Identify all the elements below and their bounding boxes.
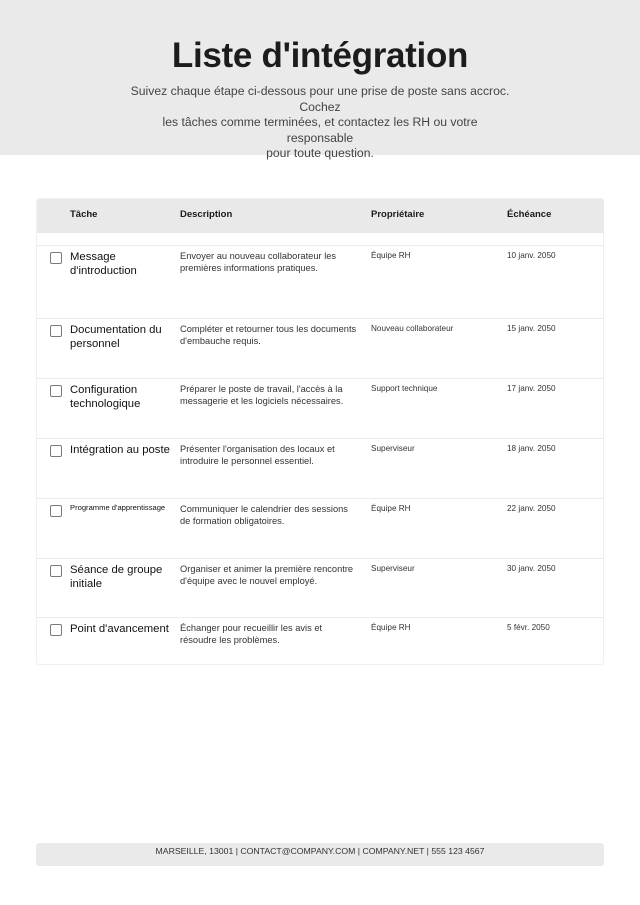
task-description <box>180 324 363 348</box>
task-due-date: 10 janv. 2050 <box>507 251 556 260</box>
task-checkbox[interactable] <box>50 624 62 636</box>
table-row <box>37 617 604 665</box>
footer-contact: MARSEILLE, 13001 | CONTACT@COMPANY.COM | COMPANY.NET | 555 123 4567 <box>155 846 485 856</box>
task-name-line: Documentation du <box>70 324 162 336</box>
description-line: Envoyer au nouveau collaborateur les <box>180 251 337 261</box>
description-line: Compléter et retourner tous les documents <box>180 324 357 334</box>
table-row <box>37 318 604 378</box>
table-row <box>37 558 604 617</box>
task-name-line: technologique <box>70 397 141 410</box>
description-line: de formation obligatoires. <box>180 515 285 526</box>
task-checkbox[interactable] <box>50 505 62 517</box>
table-row <box>37 498 604 558</box>
task-due-date: 5 févr. 2050 <box>507 623 550 632</box>
page-header <box>0 0 640 160</box>
task-owner: Superviseur <box>371 444 415 453</box>
page-footer <box>36 843 604 866</box>
task-name-line: Message <box>70 251 116 263</box>
task-name <box>70 623 175 637</box>
description-line: d'équipe avec le nouvel employé. <box>180 575 318 586</box>
task-name <box>70 503 175 513</box>
column-header-task: Tâche <box>70 209 98 220</box>
column-header-due: Échéance <box>507 209 552 220</box>
column-header-description: Description <box>180 209 233 220</box>
description-line: d'embauche requis. <box>180 335 261 346</box>
task-name <box>70 564 175 591</box>
page-title: Liste d'intégration <box>171 36 469 75</box>
description-line: Communiquer le calendrier des sessions <box>180 504 348 514</box>
task-due-date: 30 janv. 2050 <box>507 564 556 573</box>
task-name-line: d'introduction <box>70 264 137 277</box>
description-line: Préparer le poste de travail, l'accès à la <box>180 384 343 394</box>
task-checkbox[interactable] <box>50 565 62 577</box>
column-header-owner: Propriétaire <box>371 209 425 220</box>
task-name <box>70 251 175 278</box>
task-name-line: personnel <box>70 337 120 350</box>
task-name <box>70 324 175 351</box>
task-name-line: initiale <box>70 577 103 590</box>
description-line: Présenter l'organisation des locaux et <box>180 444 335 454</box>
description-line: introduire le personnel essentiel. <box>180 455 314 466</box>
task-name-line: Programme d'apprentissage <box>70 503 166 512</box>
page-subtitle <box>130 84 510 162</box>
table-header <box>37 199 604 233</box>
description-line: Échanger pour recueillir les avis et <box>180 623 323 633</box>
task-owner: Équipe RH <box>371 504 411 513</box>
description-line: Organiser et animer la première rencontre <box>180 564 354 574</box>
task-description <box>180 384 363 408</box>
task-name-line: Point d'avancement <box>70 623 169 635</box>
task-owner: Superviseur <box>371 564 415 573</box>
task-checkbox[interactable] <box>50 385 62 397</box>
task-description <box>180 444 363 468</box>
table-row <box>37 378 604 438</box>
task-due-date: 22 janv. 2050 <box>507 504 556 513</box>
description-line: résoudre les problèmes. <box>180 634 280 645</box>
description-line: messagerie et les logiciels nécessaires. <box>180 395 344 406</box>
task-due-date: 18 janv. 2050 <box>507 444 556 453</box>
subtitle-line: les tâches comme terminées, et contactez les RH ou votre responsable <box>162 115 478 145</box>
task-description <box>180 564 363 588</box>
task-name-line: Séance de groupe <box>70 564 163 576</box>
task-name-line: Configuration <box>70 384 138 396</box>
task-checkbox[interactable] <box>50 252 62 264</box>
onboarding-table <box>36 198 604 665</box>
task-description <box>180 504 363 528</box>
task-owner: Équipe RH <box>371 251 411 260</box>
table-row <box>37 438 604 498</box>
task-due-date: 15 janv. 2050 <box>507 324 556 333</box>
task-checkbox[interactable] <box>50 325 62 337</box>
table-row <box>37 245 604 318</box>
subtitle-line: Suivez chaque étape ci-dessous pour une prise de poste sans accroc. Cochez <box>130 84 510 114</box>
task-name <box>70 444 175 458</box>
task-due-date: 17 janv. 2050 <box>507 384 556 393</box>
task-owner: Nouveau collaborateur <box>371 324 454 333</box>
description-line: premières informations pratiques. <box>180 262 318 273</box>
task-checkbox[interactable] <box>50 445 62 457</box>
task-owner: Équipe RH <box>371 623 411 632</box>
task-name <box>70 384 175 411</box>
task-description <box>180 623 363 647</box>
task-name-line: Intégration au poste <box>70 444 170 456</box>
task-description <box>180 251 363 275</box>
task-owner: Support technique <box>371 384 438 393</box>
subtitle-line: pour toute question. <box>266 146 374 160</box>
